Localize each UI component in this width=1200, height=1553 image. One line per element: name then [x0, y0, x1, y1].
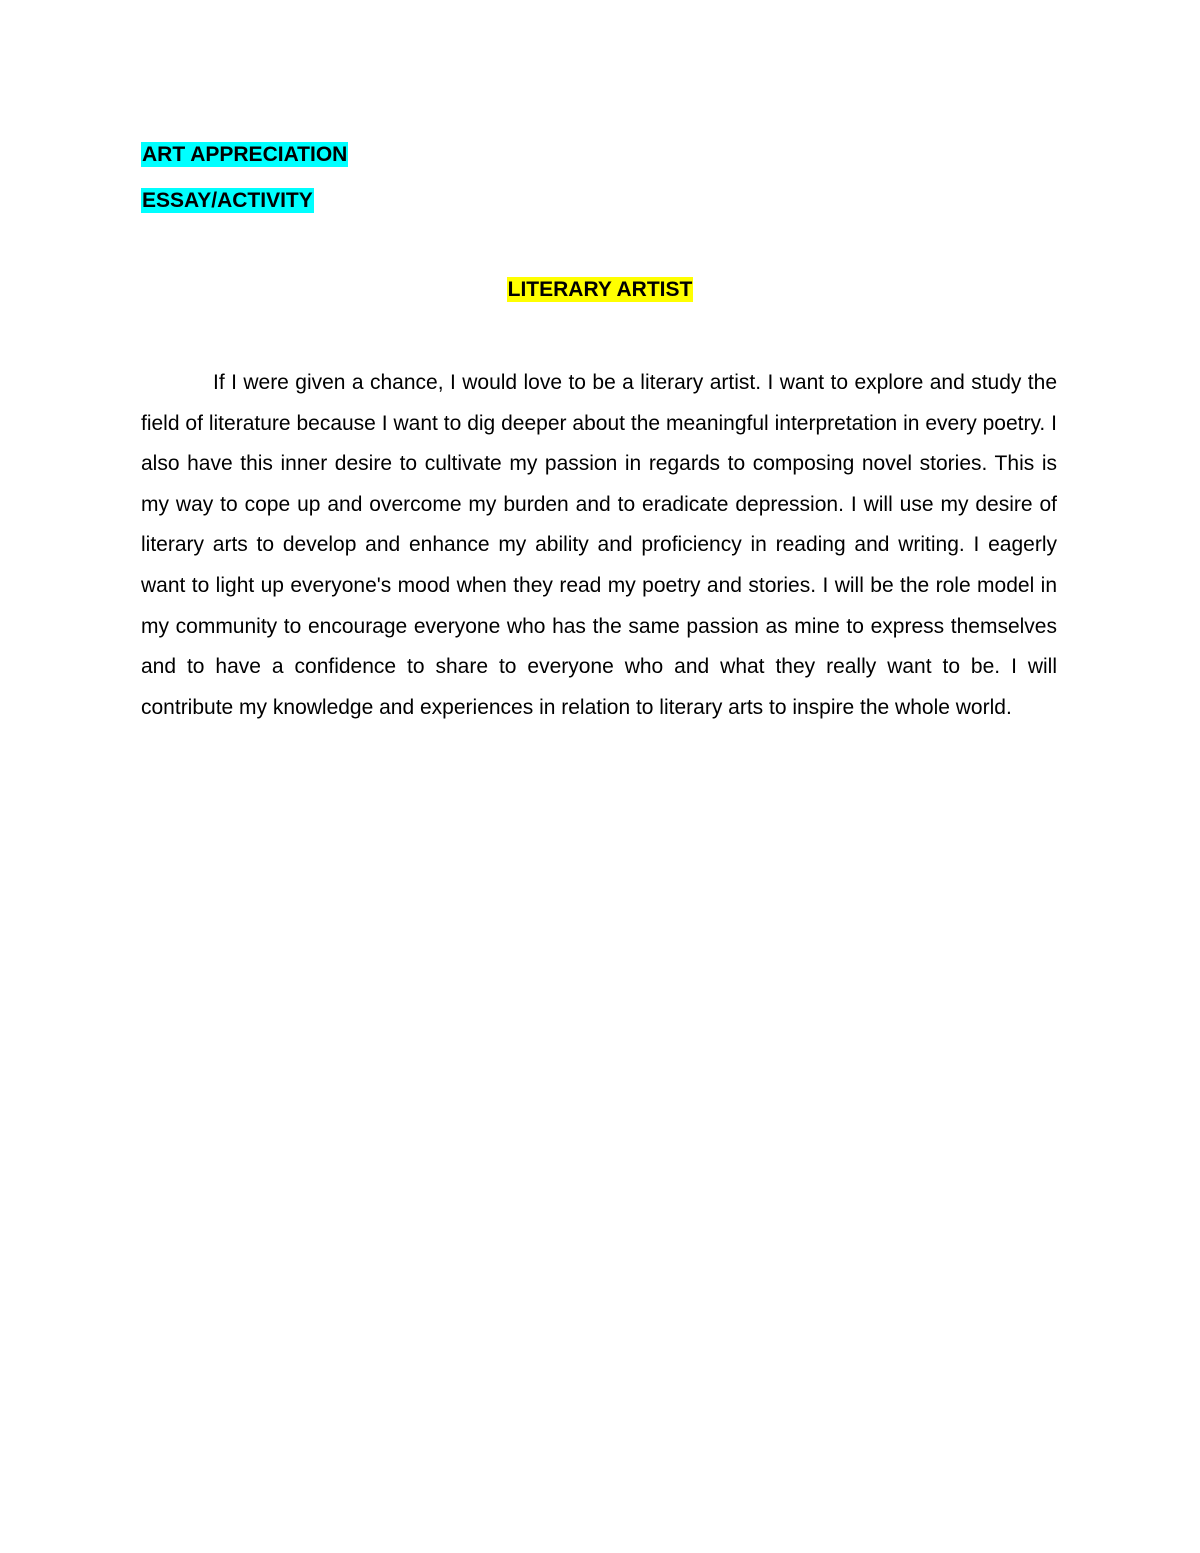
course-heading-text: ART APPRECIATION [142, 143, 348, 166]
essay-body-paragraph: If I were given a chance, I would love to be a literary artist. I want to explore and study the field of literature because I want to dig deeper about the meaningful interpretation in every poetry. I also have this inner desire to cultivate my passion in regards to composing novel stories. This is my way to cope up and overcome my burden and to eradicate depression. I will use my desire of literary arts to develop and enhance my ability and proficiency in reading and writing. I eagerly want to light up everyone's mood when they read my poetry and stories. I will be the role model in my community to encourage everyone who has the same passion as mine to express themselves and to have a confidence to share to everyone who and what they really want to be. I will contribute my knowledge and experiences in relation to literary arts to inspire the whole world. [141, 371, 1057, 719]
activity-heading-text: ESSAY/ACTIVITY [142, 189, 313, 212]
course-heading [141, 140, 348, 170]
essay-title [141, 275, 1059, 305]
essay-title-text: LITERARY ARTIST [507, 278, 693, 301]
activity-heading [141, 186, 314, 216]
